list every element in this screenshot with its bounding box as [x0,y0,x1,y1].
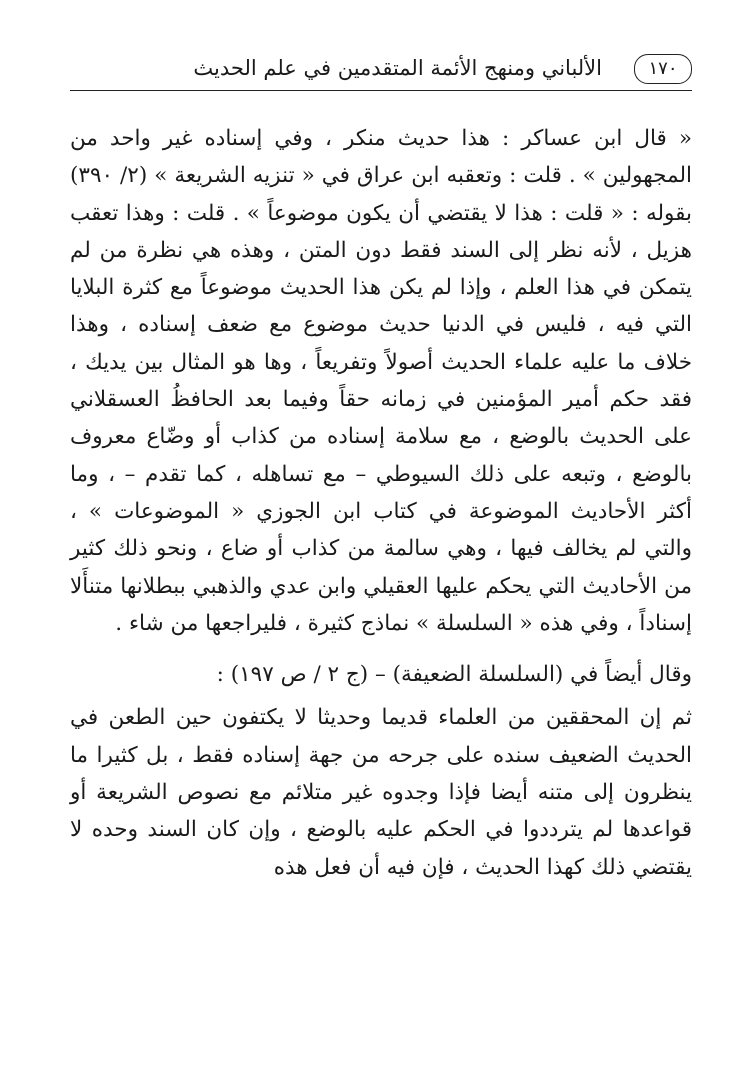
section-intro: وقال أيضاً في (السلسلة الضعيفة) – (ج ٢ / ص ١٩٧) : [216,662,692,688]
page-number: ١٧٠ [634,54,692,84]
closing-paragraph: ثم إن المحققين من العلماء قديما وحديثا لا يكتفون حين الطعن في الحديث الضعيف سنده على جرحه من جهة إسناده فقط ، بل كثيرا ما ينظرون إلى متنه أيضا فإذا وجدوه غير متلائم مع نصوص الشريعة أو قواعدها لم يترددوا في الحكم عليه بالوضع ، وإن كان السند وحده لا يقتضي ذلك كهذا الحديث ، فإن فيه أن فعل هذه [70,705,692,880]
running-title: الألباني ومنهج الأئمة المتقدمين في علم الحديث [193,56,602,80]
body-text [70,120,692,886]
header-rule [70,90,692,91]
page-header [70,50,692,92]
quote-paragraph: « قال ابن عساكر : هذا حديث منكر ، وفي إسناده غير واحد من المجهولين » . قلت : وتعقبه ابن عراق في « تنزيه الشريعة » (٢/ ٣٩٠) بقوله : « قلت : هذا لا يقتضي أن يكون موضوعاً » . قلت : وهذا تعقب هزيل ، لأنه نظر إلى السند فقط دون المتن ، وهذه هي نظرة من لم يتمكن في هذا العلم ، وإذا لم يكن هذا الحديث موضوعاً مع كثرة البلايا التي فيه ، فليس في الدنيا حديث موضوع مع ضعف إسناده ، وهذا خلاف ما عليه علماء الحديث أصولاً وتفريعاً ، وها هو المثال بين يديك ، فقد حكم أمير المؤمنين في زمانه حقاً وفيما بعد الحافظُ العسقلاني على الحديث بالوضع ، مع سلامة إسناده من كذاب أو وضّاع معروف بالوضع ، وتبعه على ذلك السيوطي – مع تساهله ، كما تقدم – ، وما أكثر الأحاديث الموضوعة في كتاب ابن الجوزي « الموضوعات » ، والتي لم يخالف فيها ، وهي سالمة من كذاب أو ضاع ، ونحو ذلك كثير من الأحاديث التي يحكم عليها العقيلي وابن عدي والذهبي ببطلانها متنأَلا إسناداً ، وفي هذه « السلسلة » نماذج كثيرة ، فليراجعها من شاء . [70,126,693,636]
